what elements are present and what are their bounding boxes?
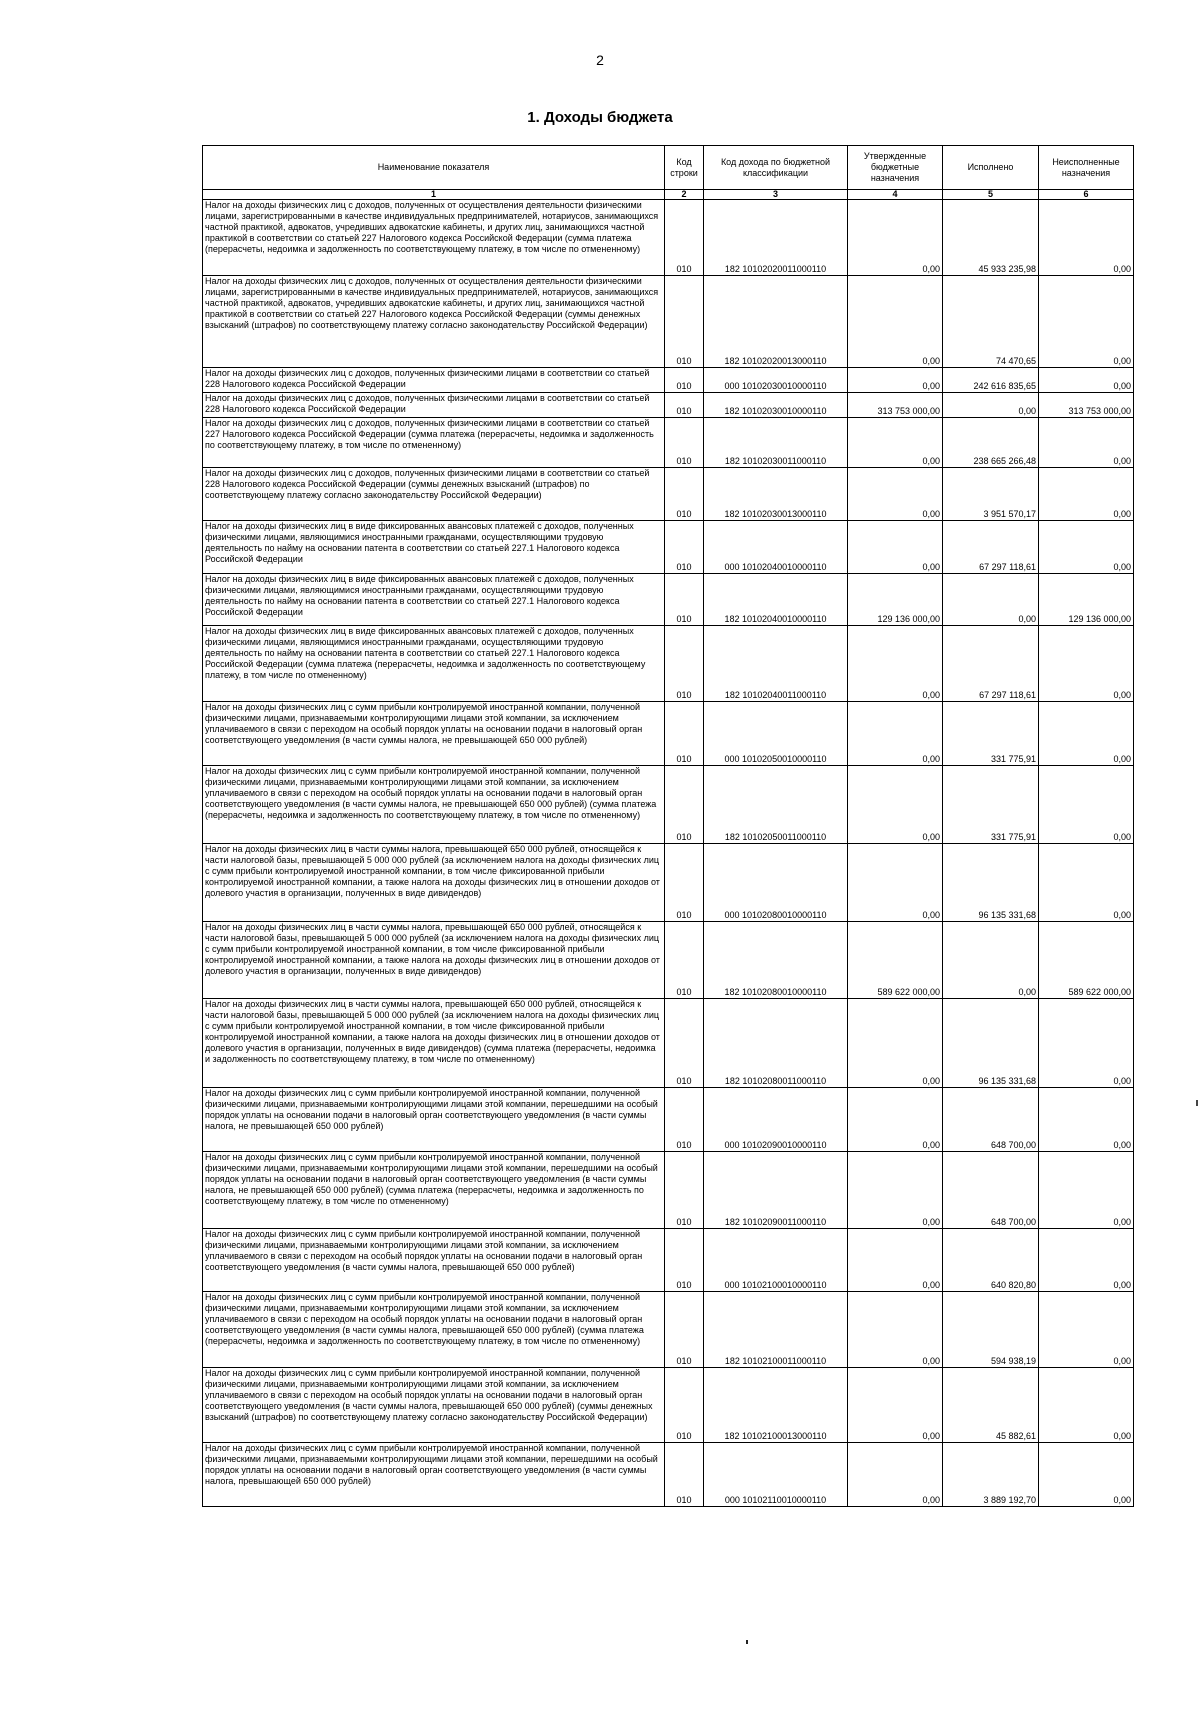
unexecuted-amount-cell: 0,00	[1039, 521, 1134, 574]
unexecuted-amount-cell: 0,00	[1039, 766, 1134, 844]
executed-amount-cell: 0,00	[943, 574, 1039, 626]
table-row	[203, 626, 1134, 702]
line-code-cell: 010	[665, 999, 704, 1088]
line-code-cell: 010	[665, 1443, 704, 1507]
revenue-code-cell: 182 10102040011000110	[704, 626, 848, 702]
table-row	[203, 574, 1134, 626]
indicator-name-cell: Налог на доходы физических лиц с доходов, полученных от осуществления деятельности физическими лицами, зарегистрированными в качестве индивидуальных предпринимателей, нотариусов, занимающихся частной практикой, адвокатов, учредивших адвокатские кабинеты, и других лиц, занимающихся частной практикой в соответствии со статьей 227 Налогового кодекса Российской Федерации (суммы денежных взысканий (штрафов) по соответствующему платежу согласно законодательству Российской Федерации)	[203, 276, 665, 368]
indicator-name-cell: Налог на доходы физических лиц с сумм прибыли контролируемой иностранной компании, полученной физическими лицами, признаваемыми контролирующими лицами этой компании, за исключением уплачиваемого в связи с переходом на особый порядок уплаты на основании подачи в налоговый орган соответствующего уведомления (в части суммы налога, превышающей 650 000 рублей) (суммы денежных взысканий (штрафов) по соответствующему платежу согласно законодательству Российской Федерации)	[203, 1368, 665, 1443]
revenue-code-cell: 182 10102100011000110	[704, 1292, 848, 1368]
approved-amount-cell: 129 136 000,00	[848, 574, 943, 626]
executed-amount-cell: 0,00	[943, 922, 1039, 999]
line-code-cell: 010	[665, 276, 704, 368]
revenue-code-cell: 182 10102040010000110	[704, 574, 848, 626]
indicator-name-cell: Налог на доходы физических лиц с сумм прибыли контролируемой иностранной компании, полученной физическими лицами, признаваемыми контролирующими лицами этой компании, за исключением уплачиваемого в связи с переходом на особый порядок уплаты на основании подачи в налоговый орган соответствующего уведомления (в части суммы налога, превышающей 650 000 рублей)	[203, 1229, 665, 1292]
revenue-code-cell: 000 10102090010000110	[704, 1088, 848, 1152]
indicator-name-cell: Налог на доходы физических лиц в части суммы налога, превышающей 650 000 рублей, относящейся к части налоговой базы, превышающей 5 000 000 рублей (за исключением налога на доходы физических лиц с сумм прибыли контролируемой иностранной компании, в том числе фиксированной прибыли контролируемой иностранной компании, а также налога на доходы физических лиц в отношении доходов от долевого участия в организации, полученных в виде дивидендов)	[203, 844, 665, 922]
budget-revenue-table	[202, 145, 1134, 1507]
unexecuted-amount-cell: 0,00	[1039, 276, 1134, 368]
unexecuted-amount-cell: 589 622 000,00	[1039, 922, 1134, 999]
line-code-cell: 010	[665, 766, 704, 844]
table-row	[203, 702, 1134, 766]
revenue-code-cell: 182 10102050011000110	[704, 766, 848, 844]
executed-amount-cell: 648 700,00	[943, 1088, 1039, 1152]
unexecuted-amount-cell: 0,00	[1039, 1292, 1134, 1368]
indicator-name-cell: Налог на доходы физических лиц с сумм прибыли контролируемой иностранной компании, полученной физическими лицами, признаваемыми контролирующими лицами этой компании, перешедшими на особый порядок уплаты на основании подачи в налоговый орган соответствующего уведомления (в части суммы налога, не превышающей 650 000 рублей)	[203, 1088, 665, 1152]
executed-amount-cell: 594 938,19	[943, 1292, 1039, 1368]
indicator-name-cell: Налог на доходы физических лиц в виде фиксированных авансовых платежей с доходов, полученных физическими лицами, являющимися иностранными гражданами, осуществляющими трудовую деятельность по найму на основании патента в соответствии со статьей 227.1 Налогового кодекса Российской Федерации	[203, 574, 665, 626]
header-indicator-name: Наименование показателя	[203, 146, 665, 190]
approved-amount-cell: 0,00	[848, 626, 943, 702]
line-code-cell: 010	[665, 626, 704, 702]
page-number: 2	[596, 52, 604, 68]
line-code-cell: 010	[665, 1229, 704, 1292]
header-line-code: Код строки	[665, 146, 704, 190]
executed-amount-cell: 331 775,91	[943, 766, 1039, 844]
indicator-name-cell: Налог на доходы физических лиц с сумм прибыли контролируемой иностранной компании, полученной физическими лицами, признаваемыми контролирующими лицами этой компании, перешедшими на особый порядок уплаты на основании подачи в налоговый орган соответствующего уведомления (в части суммы налога, не превышающей 650 000 рублей) (сумма платежа (перерасчеты, недоимка и задолженность по соответствующему платежу, в том числе по отмененному)	[203, 1152, 665, 1229]
approved-amount-cell: 0,00	[848, 521, 943, 574]
approved-amount-cell: 0,00	[848, 276, 943, 368]
revenue-code-cell: 182 10102020011000110	[704, 200, 848, 276]
approved-amount-cell: 0,00	[848, 368, 943, 393]
approved-amount-cell: 589 622 000,00	[848, 922, 943, 999]
table-row	[203, 999, 1134, 1088]
line-code-cell: 010	[665, 702, 704, 766]
line-code-cell: 010	[665, 521, 704, 574]
executed-amount-cell: 45 933 235,98	[943, 200, 1039, 276]
indicator-name-cell: Налог на доходы физических лиц с сумм прибыли контролируемой иностранной компании, полученной физическими лицами, признаваемыми контролирующими лицами этой компании, за исключением уплачиваемого в связи с переходом на особый порядок уплаты на основании подачи в налоговый орган соответствующего уведомления (в части суммы налога, превышающей 650 000 рублей) (сумма платежа (перерасчеты, недоимка и задолженность по соответствующему платежу, в том числе по отмененному)	[203, 1292, 665, 1368]
indicator-name-cell: Налог на доходы физических лиц с сумм прибыли контролируемой иностранной компании, полученной физическими лицами, признаваемыми контролирующими лицами этой компании, за исключением уплачиваемого в связи с переходом на особый порядок уплаты на основании подачи в налоговый орган соответствующего уведомления (в части суммы налога, не превышающей 650 000 рублей)	[203, 702, 665, 766]
table-header-row	[203, 146, 1134, 190]
line-code-cell: 010	[665, 1292, 704, 1368]
indicator-name-cell: Налог на доходы физических лиц с доходов, полученных физическими лицами в соответствии со статьей 227 Налогового кодекса Российской Федерации (сумма платежа (перерасчеты, недоимка и задолженность по соответствующему платежу, в том числе по отмененному)	[203, 418, 665, 468]
approved-amount-cell: 0,00	[848, 1088, 943, 1152]
approved-amount-cell: 0,00	[848, 200, 943, 276]
revenue-code-cell: 182 10102030013000110	[704, 468, 848, 521]
executed-amount-cell: 238 665 266,48	[943, 418, 1039, 468]
indicator-name-cell: Налог на доходы физических лиц с доходов, полученных физическими лицами в соответствии со статьей 228 Налогового кодекса Российской Федерации	[203, 368, 665, 393]
approved-amount-cell: 0,00	[848, 1368, 943, 1443]
column-number-row	[203, 190, 1134, 200]
document-title: 1. Доходы бюджета	[527, 109, 673, 126]
approved-amount-cell: 0,00	[848, 1292, 943, 1368]
approved-amount-cell: 0,00	[848, 1443, 943, 1507]
line-code-cell: 010	[665, 393, 704, 418]
table-row	[203, 276, 1134, 368]
table-row	[203, 1152, 1134, 1229]
approved-amount-cell: 0,00	[848, 1229, 943, 1292]
table-row	[203, 1292, 1134, 1368]
unexecuted-amount-cell: 0,00	[1039, 200, 1134, 276]
line-code-cell: 010	[665, 468, 704, 521]
executed-amount-cell: 3 889 192,70	[943, 1443, 1039, 1507]
executed-amount-cell: 96 135 331,68	[943, 844, 1039, 922]
unexecuted-amount-cell: 0,00	[1039, 1229, 1134, 1292]
scan-speck	[1196, 1100, 1198, 1106]
unexecuted-amount-cell: 0,00	[1039, 368, 1134, 393]
approved-amount-cell: 0,00	[848, 702, 943, 766]
header-revenue-code: Код дохода по бюджетной классификации	[704, 146, 848, 190]
unexecuted-amount-cell: 0,00	[1039, 626, 1134, 702]
revenue-code-cell: 182 10102030010000110	[704, 393, 848, 418]
table-row	[203, 922, 1134, 999]
table-row	[203, 418, 1134, 468]
table-body	[203, 200, 1134, 1507]
header-unexecuted: Неисполненные назначения	[1039, 146, 1134, 190]
header-executed: Исполнено	[943, 146, 1039, 190]
executed-amount-cell: 67 297 118,61	[943, 521, 1039, 574]
approved-amount-cell: 0,00	[848, 766, 943, 844]
table-row	[203, 1229, 1134, 1292]
unexecuted-amount-cell: 0,00	[1039, 1088, 1134, 1152]
line-code-cell: 010	[665, 1152, 704, 1229]
executed-amount-cell: 0,00	[943, 393, 1039, 418]
table-row	[203, 1443, 1134, 1507]
line-code-cell: 010	[665, 1088, 704, 1152]
column-number: 6	[1039, 190, 1134, 200]
executed-amount-cell: 331 775,91	[943, 702, 1039, 766]
table-row	[203, 1368, 1134, 1443]
revenue-code-cell: 000 10102040010000110	[704, 521, 848, 574]
executed-amount-cell: 67 297 118,61	[943, 626, 1039, 702]
approved-amount-cell: 0,00	[848, 999, 943, 1088]
revenue-code-cell: 182 10102030011000110	[704, 418, 848, 468]
line-code-cell: 010	[665, 574, 704, 626]
approved-amount-cell: 313 753 000,00	[848, 393, 943, 418]
unexecuted-amount-cell: 0,00	[1039, 1443, 1134, 1507]
indicator-name-cell: Налог на доходы физических лиц в части суммы налога, превышающей 650 000 рублей, относящейся к части налоговой базы, превышающей 5 000 000 рублей (за исключением налога на доходы физических лиц с сумм прибыли контролируемой иностранной компании, в том числе фиксированной прибыли контролируемой иностранной компании, а также налога на доходы физических лиц в отношении доходов от долевого участия в организации, полученных в виде дивидендов)	[203, 922, 665, 999]
table-row	[203, 766, 1134, 844]
executed-amount-cell: 648 700,00	[943, 1152, 1039, 1229]
table-row	[203, 393, 1134, 418]
header-approved: Утвержденные бюджетные назначения	[848, 146, 943, 190]
column-number: 1	[203, 190, 665, 200]
unexecuted-amount-cell: 129 136 000,00	[1039, 574, 1134, 626]
executed-amount-cell: 640 820,80	[943, 1229, 1039, 1292]
approved-amount-cell: 0,00	[848, 418, 943, 468]
revenue-code-cell: 000 10102080010000110	[704, 844, 848, 922]
revenue-code-cell: 182 10102080011000110	[704, 999, 848, 1088]
indicator-name-cell: Налог на доходы физических лиц с доходов, полученных физическими лицами в соответствии со статьей 228 Налогового кодекса Российской Федерации	[203, 393, 665, 418]
line-code-cell: 010	[665, 922, 704, 999]
unexecuted-amount-cell: 0,00	[1039, 844, 1134, 922]
revenue-code-cell: 182 10102090011000110	[704, 1152, 848, 1229]
unexecuted-amount-cell: 0,00	[1039, 702, 1134, 766]
indicator-name-cell: Налог на доходы физических лиц с сумм прибыли контролируемой иностранной компании, полученной физическими лицами, признаваемыми контролирующими лицами этой компании, перешедшими на особый порядок уплаты на основании подачи в налоговый орган соответствующего уведомления (в части суммы налога, превышающей 650 000 рублей)	[203, 1443, 665, 1507]
unexecuted-amount-cell: 0,00	[1039, 468, 1134, 521]
scan-speck	[746, 1640, 748, 1644]
executed-amount-cell: 45 882,61	[943, 1368, 1039, 1443]
table-row	[203, 521, 1134, 574]
unexecuted-amount-cell: 0,00	[1039, 1368, 1134, 1443]
revenue-code-cell: 182 10102100013000110	[704, 1368, 848, 1443]
indicator-name-cell: Налог на доходы физических лиц с сумм прибыли контролируемой иностранной компании, полученной физическими лицами, признаваемыми контролирующими лицами этой компании, за исключением уплачиваемого в связи с переходом на особый порядок уплаты на основании подачи в налоговый орган соответствующего уведомления (в части суммы налога, не превышающей 650 000 рублей) (сумма платежа (перерасчеты, недоимка и задолженность по соответствующему платежу, в том числе по отмененному)	[203, 766, 665, 844]
revenue-code-cell: 000 10102100010000110	[704, 1229, 848, 1292]
unexecuted-amount-cell: 0,00	[1039, 418, 1134, 468]
table-row	[203, 1088, 1134, 1152]
revenue-code-cell: 000 10102110010000110	[704, 1443, 848, 1507]
column-number: 4	[848, 190, 943, 200]
executed-amount-cell: 3 951 570,17	[943, 468, 1039, 521]
table-row	[203, 200, 1134, 276]
line-code-cell: 010	[665, 844, 704, 922]
indicator-name-cell: Налог на доходы физических лиц с доходов, полученных физическими лицами в соответствии со статьей 228 Налогового кодекса Российской Федерации (суммы денежных взысканий (штрафов) по соответствующему платежу согласно законодательству Российской Федерации)	[203, 468, 665, 521]
column-number: 3	[704, 190, 848, 200]
executed-amount-cell: 96 135 331,68	[943, 999, 1039, 1088]
executed-amount-cell: 242 616 835,65	[943, 368, 1039, 393]
revenue-code-cell: 182 10102080010000110	[704, 922, 848, 999]
unexecuted-amount-cell: 0,00	[1039, 1152, 1134, 1229]
revenue-code-cell: 182 10102020013000110	[704, 276, 848, 368]
revenue-code-cell: 000 10102030010000110	[704, 368, 848, 393]
line-code-cell: 010	[665, 368, 704, 393]
table-row	[203, 844, 1134, 922]
approved-amount-cell: 0,00	[848, 844, 943, 922]
approved-amount-cell: 0,00	[848, 468, 943, 521]
revenue-code-cell: 000 10102050010000110	[704, 702, 848, 766]
line-code-cell: 010	[665, 200, 704, 276]
indicator-name-cell: Налог на доходы физических лиц с доходов, полученных от осуществления деятельности физическими лицами, зарегистрированными в качестве индивидуальных предпринимателей, нотариусов, занимающихся частной практикой, адвокатов, учредивших адвокатские кабинеты, и других лиц, занимающихся частной практикой в соответствии со статьей 227 Налогового кодекса Российской Федерации (сумма платежа (перерасчеты, недоимка и задолженность по соответствующему платежу, в том числе по отмененному)	[203, 200, 665, 276]
indicator-name-cell: Налог на доходы физических лиц в виде фиксированных авансовых платежей с доходов, полученных физическими лицами, являющимися иностранными гражданами, осуществляющими трудовую деятельность по найму на основании патента в соответствии со статьей 227.1 Налогового кодекса Российской Федерации (сумма платежа (перерасчеты, недоимка и задолженность по соответствующему платежу, в том числе по отмененному)	[203, 626, 665, 702]
table-row	[203, 368, 1134, 393]
approved-amount-cell: 0,00	[848, 1152, 943, 1229]
column-number: 5	[943, 190, 1039, 200]
table-row	[203, 468, 1134, 521]
line-code-cell: 010	[665, 418, 704, 468]
executed-amount-cell: 74 470,65	[943, 276, 1039, 368]
unexecuted-amount-cell: 0,00	[1039, 999, 1134, 1088]
indicator-name-cell: Налог на доходы физических лиц в части суммы налога, превышающей 650 000 рублей, относящейся к части налоговой базы, превышающей 5 000 000 рублей (за исключением налога на доходы физических лиц с сумм прибыли контролируемой иностранной компании, в том числе фиксированной прибыли контролируемой иностранной компании, а также налога на доходы физических лиц в отношении доходов от долевого участия в организации, полученных в виде дивидендов) (сумма платежа (перерасчеты, недоимка и задолженность по соответствующему платежу, в том числе по отмененному)	[203, 999, 665, 1088]
line-code-cell: 010	[665, 1368, 704, 1443]
indicator-name-cell: Налог на доходы физических лиц в виде фиксированных авансовых платежей с доходов, полученных физическими лицами, являющимися иностранными гражданами, осуществляющими трудовую деятельность по найму на основании патента в соответствии со статьей 227.1 Налогового кодекса Российской Федерации	[203, 521, 665, 574]
unexecuted-amount-cell: 313 753 000,00	[1039, 393, 1134, 418]
column-number: 2	[665, 190, 704, 200]
